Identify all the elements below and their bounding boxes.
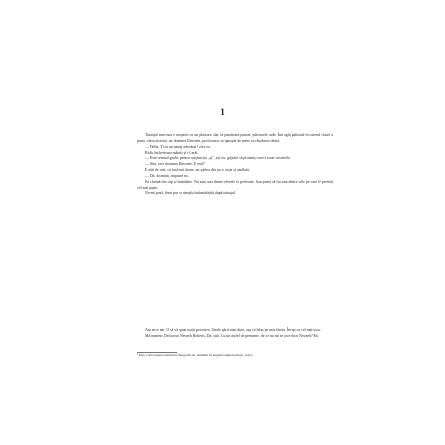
footnote [137, 353, 333, 358]
paragraph: Nu-mi pasă. Sunt pur și simplu îmbunătățită după tatuajul. [145, 191, 236, 196]
paragraph: Ridic încheietura mâinii și i-l arăt. [145, 150, 199, 155]
section-2-text [137, 328, 333, 340]
paragraph: — Da, doamnă, răspund eu. [145, 173, 189, 178]
paragraph: — Este semnul grafic pentru conjuncția „și”, zic eu, grijulie să pronunț corect toate cuvintele. [145, 156, 291, 161]
paragraph: E atât de real, că încă mă doare, iar pielea din jur e roșie și umflată. [145, 168, 250, 173]
footnote-text: ¹ Este vorba despre simbolul tipografic &, denumit în engleză ampersand (n. trad.). [137, 353, 254, 357]
paragraph: Tatuajul meu nou e acoperit cu un plasture, dar, la jumătatea pauzei, plasturele cade. Îmi agăț paltonul în cuierul clasei a patra, clasa noastră, iar doamna Davonte, profesoara, se apropie de mine cu râsulurea tăiată. [137, 133, 333, 143]
paragraph: Ea clatină din cap și bombăne. Nu sunt una dintre elevele ei preferate. Sau putea să fiu una dintre cele pe care le preferă cel mai puțin. [137, 179, 333, 190]
paragraph: Am zece ani. O să vă spun toată povestea. Unele părți sunt dure, așa că lelas pe mai târziu. Încep cu cel mai ușor. [145, 328, 321, 332]
paragraph: — Știu, zice doamna Davonte. E real? [145, 162, 205, 167]
paragraph: — Della, Ți-ai un tatuaj adevărat? zice ea. [145, 144, 211, 149]
chapter-number: 1 [220, 107, 225, 117]
paragraph: Mă numesc Delicious Nevaeh Roberts. Da, știu. Cu un astfel de prenume, de ce nu mi se zice doar Nevaeh? Eu. [145, 333, 320, 338]
section-1-text [137, 133, 333, 197]
